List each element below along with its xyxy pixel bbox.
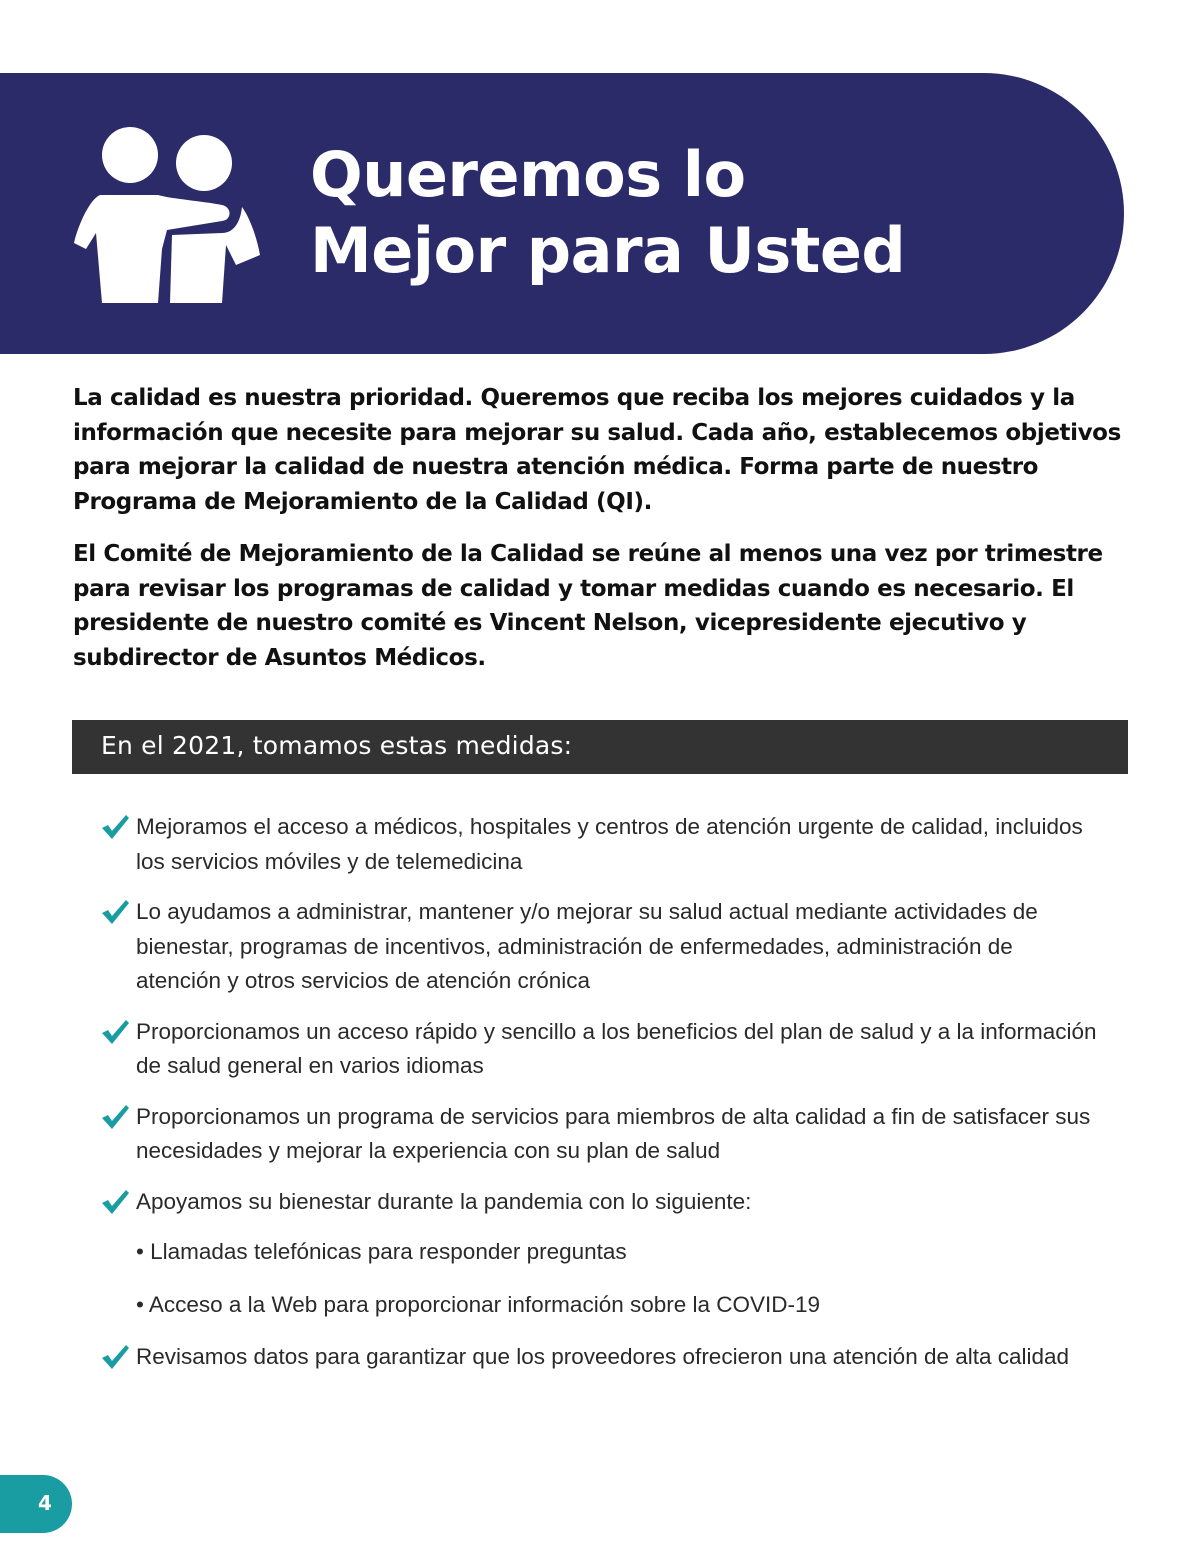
header-banner [0,73,1124,354]
list-item-text: Apoyamos su bienestar durante la pandemia con lo siguiente: [136,1188,752,1214]
checkmark-icon [100,1019,130,1045]
page-number-tab [0,1475,72,1533]
section-heading-bar [72,720,1128,774]
sub-list-item: • Llamadas telefónicas para responder preguntas [136,1239,627,1264]
section-heading: En el 2021, tomamos estas medidas: [101,731,573,760]
list-item [100,1100,1100,1169]
measures-list [100,810,1100,1391]
list-item [100,1015,1100,1084]
list-item [100,810,1100,879]
list-item-text: Mejoramos el acceso a médicos, hospitales y centros de atención urgente de calidad, incluidos los servicios móviles y de telemedicina [136,814,1083,874]
list-item [100,1340,1100,1375]
page-number: 4 [38,1491,52,1515]
checkmark-icon [100,1344,130,1370]
two-people-hug-icon [72,125,264,305]
list-item [100,895,1100,999]
intro-paragraph-2: El Comité de Mejoramiento de la Calidad se reúne al menos una vez por trimestre para revisar los programas de calidad y tomar medidas cuando es necesario. El presidente de nuestro comité es Vincent Nelson, vicepresidente ejecutivo y subdirector de Asuntos Médicos. [73,541,1103,671]
sub-list-item: • Acceso a la Web para proporcionar información sobre la COVID-19 [136,1291,821,1317]
list-item [100,1185,1100,1220]
list-item-text: Lo ayudamos a administrar, mantener y/o mejorar su salud actual mediante actividades de bienestar, programas de incentivos, administración de enfermedades, administración de atención y otros servicios de atención crónica [136,899,1038,993]
checkmark-icon [100,1104,130,1130]
intro-paragraph-1: La calidad es nuestra prioridad. Queremos que reciba los mejores cuidados y la información que necesite para mejorar su salud. Cada año, establecemos objetivos para mejorar la calidad de nuestra atención médica. Forma parte de nuestro Programa de Mejoramiento de la Calidad (QI). [73,385,1121,515]
checkmark-icon [100,1189,130,1215]
title-line-2: Mejor para Usted [310,214,906,287]
page-title [310,137,905,289]
list-item-text: Revisamos datos para garantizar que los proveedores ofrecieron una atención de alta calidad [136,1344,1070,1369]
intro-section [73,381,1143,693]
checkmark-icon [100,899,130,925]
title-line-1: Queremos lo [310,138,746,211]
list-item-text: Proporcionamos un acceso rápido y sencillo a los beneficios del plan de salud y a la información de salud general en varios idiomas [136,1018,1097,1078]
list-item-text: Proporcionamos un programa de servicios para miembros de alta calidad a fin de satisfacer sus necesidades y mejorar la experiencia con su plan de salud [136,1103,1091,1163]
checkmark-icon [100,814,130,840]
